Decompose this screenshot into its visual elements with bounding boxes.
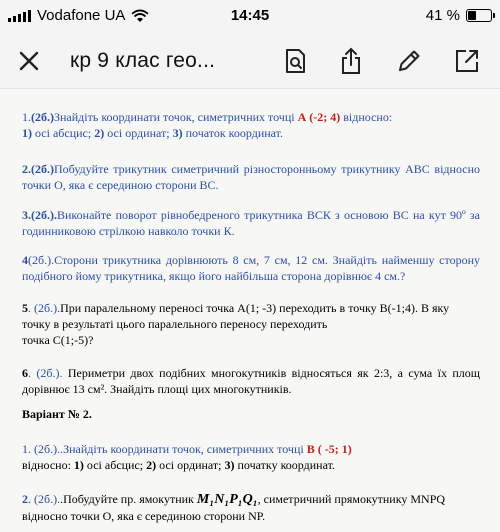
close-icon[interactable] [14,46,44,76]
share-icon[interactable] [336,46,366,76]
document-title: кр 9 клас гео... [70,49,216,72]
variant2-task-2: 2. (2б.)..Побудуйте пр. ямокутник M₁N₁P₁Q₁, симетричний прямокутнику MNPQ відносно точки О, яка є серединою сторони NP. [22,492,446,523]
carrier-name: Vodafone UA [37,7,126,24]
app-bar [0,34,500,89]
open-external-icon[interactable] [452,46,482,76]
task-3: 3.(2б.).Виконайте поворот рівнобедреного трикутника ВСК з основою ВС на кут 90º за годинниковою стрілкою навколо точки К. [22,208,480,238]
task-4: 4(2б.).Сторони трикутника дорівнюють 8 см, 7 см, 12 см. Знайдіть найменшу сторону подібного йому трикутника, якщо його найбільша сторона дорівнює 4 см.? [22,253,480,283]
battery-icon [466,9,492,22]
clock: 14:45 [230,7,270,24]
variant2-task-1: 1. (2б.)..Знайдіть координати точок, симетричних точці В ( -5; 1) відносно: 1) осі абсцис; 2) осі ординат; 3) початку координат. [22,442,352,472]
variant-heading: Варіант № 2. [22,407,92,421]
document-page [0,89,500,532]
search-doc-icon[interactable] [280,46,310,76]
battery-group [426,7,492,24]
task-2: 2.(2б.)Побудуйте трикутник симетричний різносторонньому трикутнику АВС відносно точки О, яка є серединою сторони ВС. [22,162,480,192]
rectangle-label: M₁N₁P₁Q₁ [196,492,258,507]
battery-percent: 41 % [425,7,460,24]
task-6: 6. (2б.). Периметри двох подібних многокутників відносяться як 2:3, а сума їх площ дорівнює 13 см². Знайдіть площі цих многокутників. [22,366,480,396]
status-bar [0,0,500,34]
edit-icon[interactable] [394,46,424,76]
task-5: 5. (2б.).При паралельному переносі точка А(1; -3) переходить в точку В(-1;4). В яку точку в результаті цього паралельного переносу переходить точка С(1;-5)? [22,301,450,347]
task-1: 1.(2б.)Знайдіть координати точок, симетричних точці А (-2; 4) відносно: 1) осі абсцис; 2) осі ординат; 3) початок координат. [22,110,393,140]
